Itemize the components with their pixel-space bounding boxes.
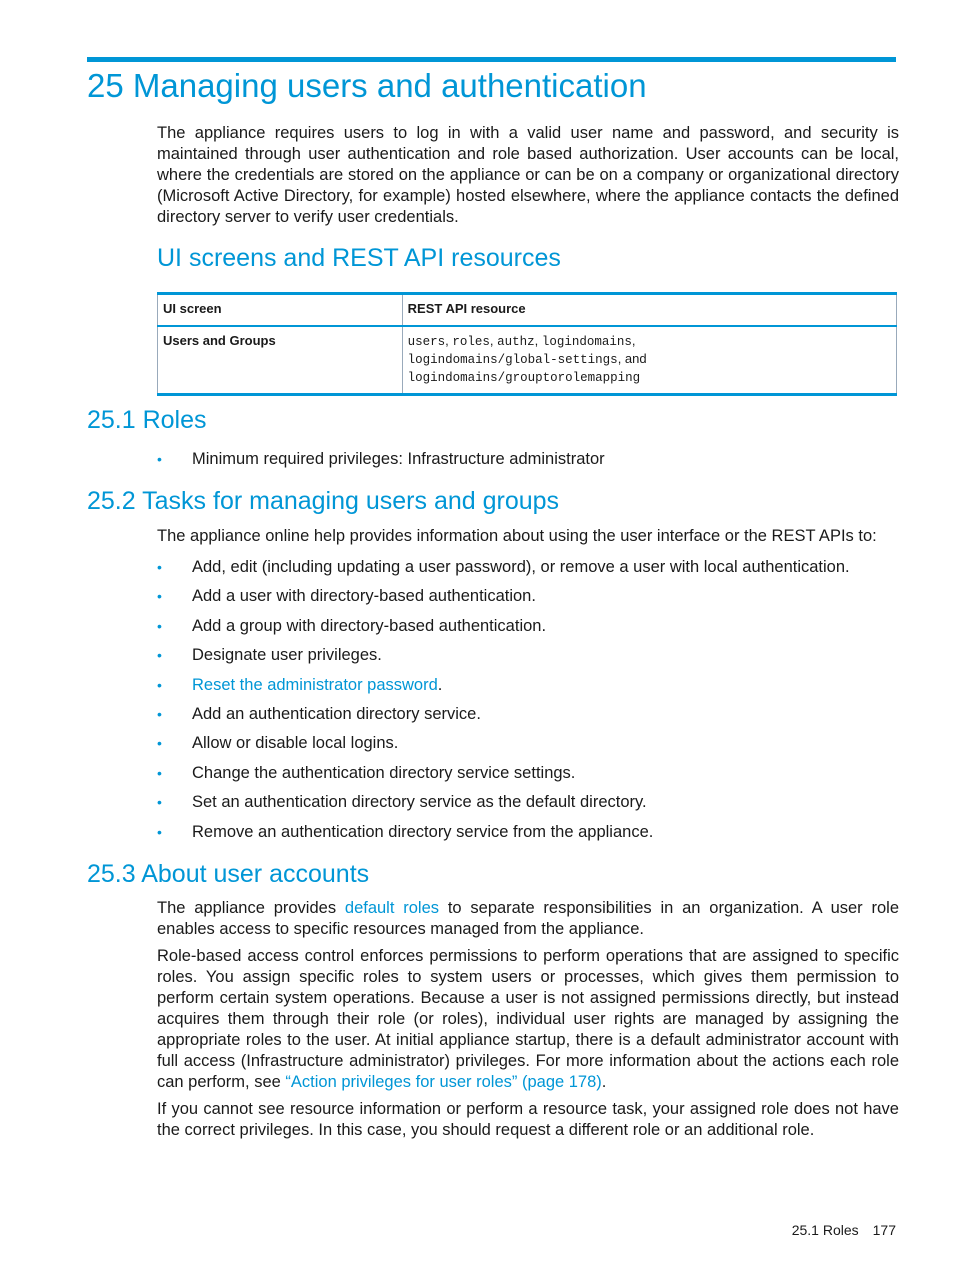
resource-users: users <box>407 335 446 349</box>
bullet-icon: • <box>157 617 162 634</box>
action-privileges-link[interactable]: “Action privileges for user roles” (page 178) <box>285 1073 602 1091</box>
page-footer <box>792 1222 896 1238</box>
footer-section: 25.1 Roles <box>791 1222 859 1238</box>
bullet-icon: • <box>157 705 162 722</box>
resource-separator: , <box>445 333 453 348</box>
list-item <box>157 733 850 762</box>
page-number: 177 <box>872 1222 896 1238</box>
paragraph-text: Role-based access control enforces permissions to perform operations that are assigned to specific roles. You assign specific roles to system users or processes, which gives them permission to perform certain system operations. Because a user is not assigned permissions directly, but instead acquires them through their role (or roles), individual user rights are managed by assigning the appropriate roles to the user. At initial appliance startup, there is a default administrator account with full access (Infrastructure administrator) privileges. For more information about the actions each role can perform, see <box>157 947 899 1091</box>
resource-separator: , <box>631 333 636 348</box>
list-item-punctuation: . <box>437 675 443 694</box>
reset-admin-password-link[interactable]: Reset the administrator password <box>192 675 438 694</box>
table-row <box>158 326 897 395</box>
list-item <box>157 763 850 792</box>
table-cell-resources <box>402 326 896 395</box>
tasks-intro: The appliance online help provides information about using the user interface or the REST APIs to: <box>157 527 877 545</box>
resource-separator: , <box>489 333 498 348</box>
resource-global-settings: logindomains/global-settings <box>407 353 618 367</box>
table-header-rest-api: REST API resource <box>402 294 896 327</box>
bullet-icon: • <box>157 764 162 781</box>
resource-separator: , and <box>617 351 647 366</box>
list-item <box>157 616 850 645</box>
resource-logindomains: logindomains <box>541 335 632 349</box>
list-item <box>157 822 850 851</box>
bullet-icon: • <box>157 588 162 605</box>
list-item <box>157 704 850 733</box>
bullet-icon: • <box>157 794 162 811</box>
bullet-icon: • <box>157 823 162 840</box>
paragraph-text: . <box>601 1073 607 1091</box>
roles-heading: 25.1 Roles <box>87 406 207 434</box>
resource-roles: roles <box>452 335 490 349</box>
tasks-heading: 25.2 Tasks for managing users and groups <box>87 487 560 515</box>
roles-bullet-list <box>157 449 605 478</box>
table-header-ui-screen: UI screen <box>158 294 403 327</box>
table-header-row <box>158 294 897 327</box>
bullet-icon: • <box>157 735 162 752</box>
list-item-text: Add a user with directory-based authentication. <box>192 587 536 606</box>
resource-grouptorolemapping: logindomains/grouptorolemapping <box>407 371 641 385</box>
bullet-icon: • <box>157 676 162 693</box>
list-item-text: Add an authentication directory service. <box>192 704 481 723</box>
ui-rest-table <box>157 292 897 396</box>
bullet-icon: • <box>157 559 162 575</box>
ui-section-heading: UI screens and REST API resources <box>157 244 561 272</box>
list-item-text: Remove an authentication directory service from the appliance. <box>192 822 654 841</box>
list-item-text: Set an authentication directory service as the default directory. <box>192 793 647 812</box>
list-item <box>157 557 850 586</box>
list-item <box>157 586 850 615</box>
accounts-paragraph-2 <box>157 946 899 1093</box>
list-item <box>157 792 850 821</box>
list-item-text: Designate user privileges. <box>192 646 382 665</box>
bullet-icon: • <box>157 451 162 467</box>
list-item <box>157 449 605 478</box>
paragraph-text: to separate responsibilities in an organization. A user role enables access to specific resources managed from the appliance. <box>157 899 899 938</box>
list-item-text: Change the authentication directory service settings. <box>192 763 576 782</box>
table-cell-screen: Users and Groups <box>158 326 403 395</box>
bullet-icon: • <box>157 647 162 664</box>
resource-separator: , <box>534 333 542 348</box>
chapter-intro: The appliance requires users to log in with a valid user name and password, and security is maintained through user authentication and role based authorization. User accounts can be local, where the credentials are stored on the appliance or can be on a company or organizational directory (Microsoft Active Directory, for example) hosted elsewhere, where the appliance contacts the defined directory server to verify user credentials. <box>157 124 899 226</box>
chapter-title: 25 Managing users and authentication <box>87 67 647 104</box>
list-item-text: Allow or disable local logins. <box>192 734 399 753</box>
paragraph-text: The appliance provides <box>157 899 345 917</box>
list-item-text: Add, edit (including updating a user password), or remove a user with local authentication. <box>192 558 850 576</box>
list-item-text: Add a group with directory-based authentication. <box>192 616 547 635</box>
chapter-top-rule <box>87 57 896 62</box>
list-item <box>157 675 850 704</box>
list-item <box>157 645 850 674</box>
list-item-text: Minimum required privileges: Infrastructure administrator <box>192 450 605 468</box>
accounts-paragraph-3: If you cannot see resource information or perform a resource task, your assigned role does not have the correct privileges. In this case, you should request a different role or an additional role. <box>157 1100 899 1139</box>
resource-authz: authz <box>497 335 535 349</box>
accounts-paragraph-1 <box>157 898 899 940</box>
default-roles-link[interactable]: default roles <box>344 899 440 917</box>
tasks-bullet-list <box>157 557 850 851</box>
accounts-heading: 25.3 About user accounts <box>87 860 370 888</box>
